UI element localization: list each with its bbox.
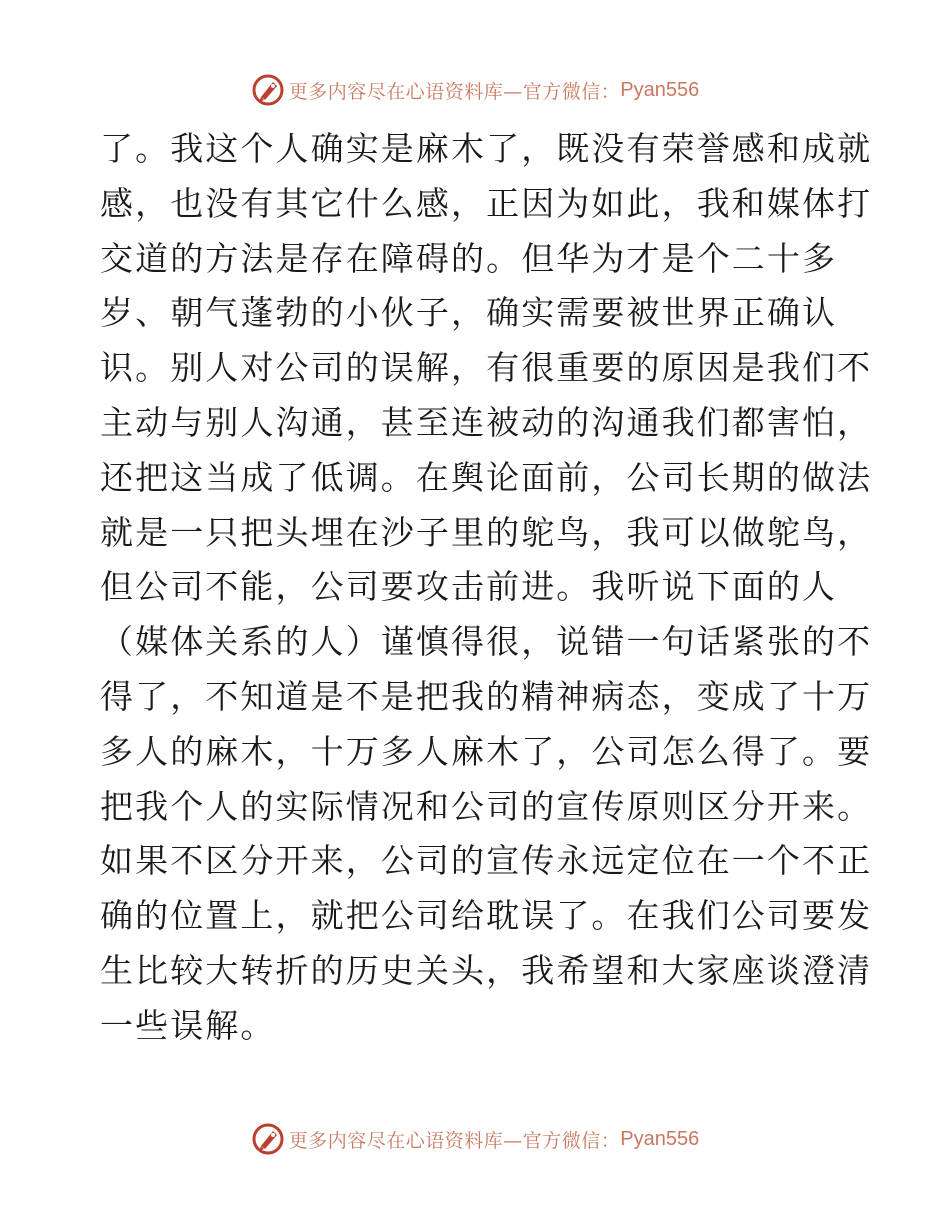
text-line: 感，也没有其它什么感，正因为如此，我和媒体打 [100, 183, 873, 223]
text-line: 了。我这个人确实是麻木了，既没有荣誉感和成就 [100, 129, 873, 168]
banner-text: 更多内容尽在心语资料库—官方微信： [288, 1129, 621, 1152]
text-line: 把我个人的实际情况和公司的宣传原则区分开来。 [100, 786, 873, 826]
text-line: 岁、朝气蓬勃的小伙子，确实需要被世界正确认 [100, 293, 838, 333]
text-line: （媒体关系的人）谨慎得很，说错一句话紧张的不 [100, 622, 873, 662]
wechat-id: Pyan556 [620, 1127, 700, 1150]
wechat-id: Pyan556 [620, 78, 700, 101]
pen-logo-icon [251, 1122, 285, 1156]
text-line: 主动与别人沟通，甚至连被动的沟通我们都害怕， [100, 402, 873, 442]
document-body [100, 122, 873, 1054]
pen-logo-icon [251, 73, 285, 107]
text-line: 得了，不知道是不是把我的精神病态，变成了十万 [100, 676, 873, 716]
footer-banner [0, 1119, 950, 1159]
text-line: 识。别人对公司的误解，有很重要的原因是我们不 [100, 348, 873, 388]
text-line: 就是一只把头埋在沙子里的鸵鸟，我可以做鸵鸟， [100, 512, 873, 552]
text-line: 确的位置上，就把公司给耽误了。在我们公司要发 [100, 896, 873, 936]
text-line: 交道的方法是存在障碍的。但华为才是个二十多 [100, 238, 838, 278]
banner-text: 更多内容尽在心语资料库—官方微信： [288, 80, 621, 103]
text-line: 一些误解。 [100, 1005, 276, 1045]
text-line: 多人的麻木，十万多人麻木了，公司怎么得了。要 [100, 731, 873, 771]
header-banner [0, 70, 950, 110]
text-line: 还把这当成了低调。在舆论面前，公司长期的做法 [100, 457, 873, 497]
text-line: 但公司不能，公司要攻击前进。我听说下面的人 [100, 567, 838, 607]
text-line: 如果不区分开来，公司的宣传永远定位在一个不正 [100, 841, 873, 881]
text-line: 生比较大转折的历史关头，我希望和大家座谈澄清 [100, 950, 873, 990]
